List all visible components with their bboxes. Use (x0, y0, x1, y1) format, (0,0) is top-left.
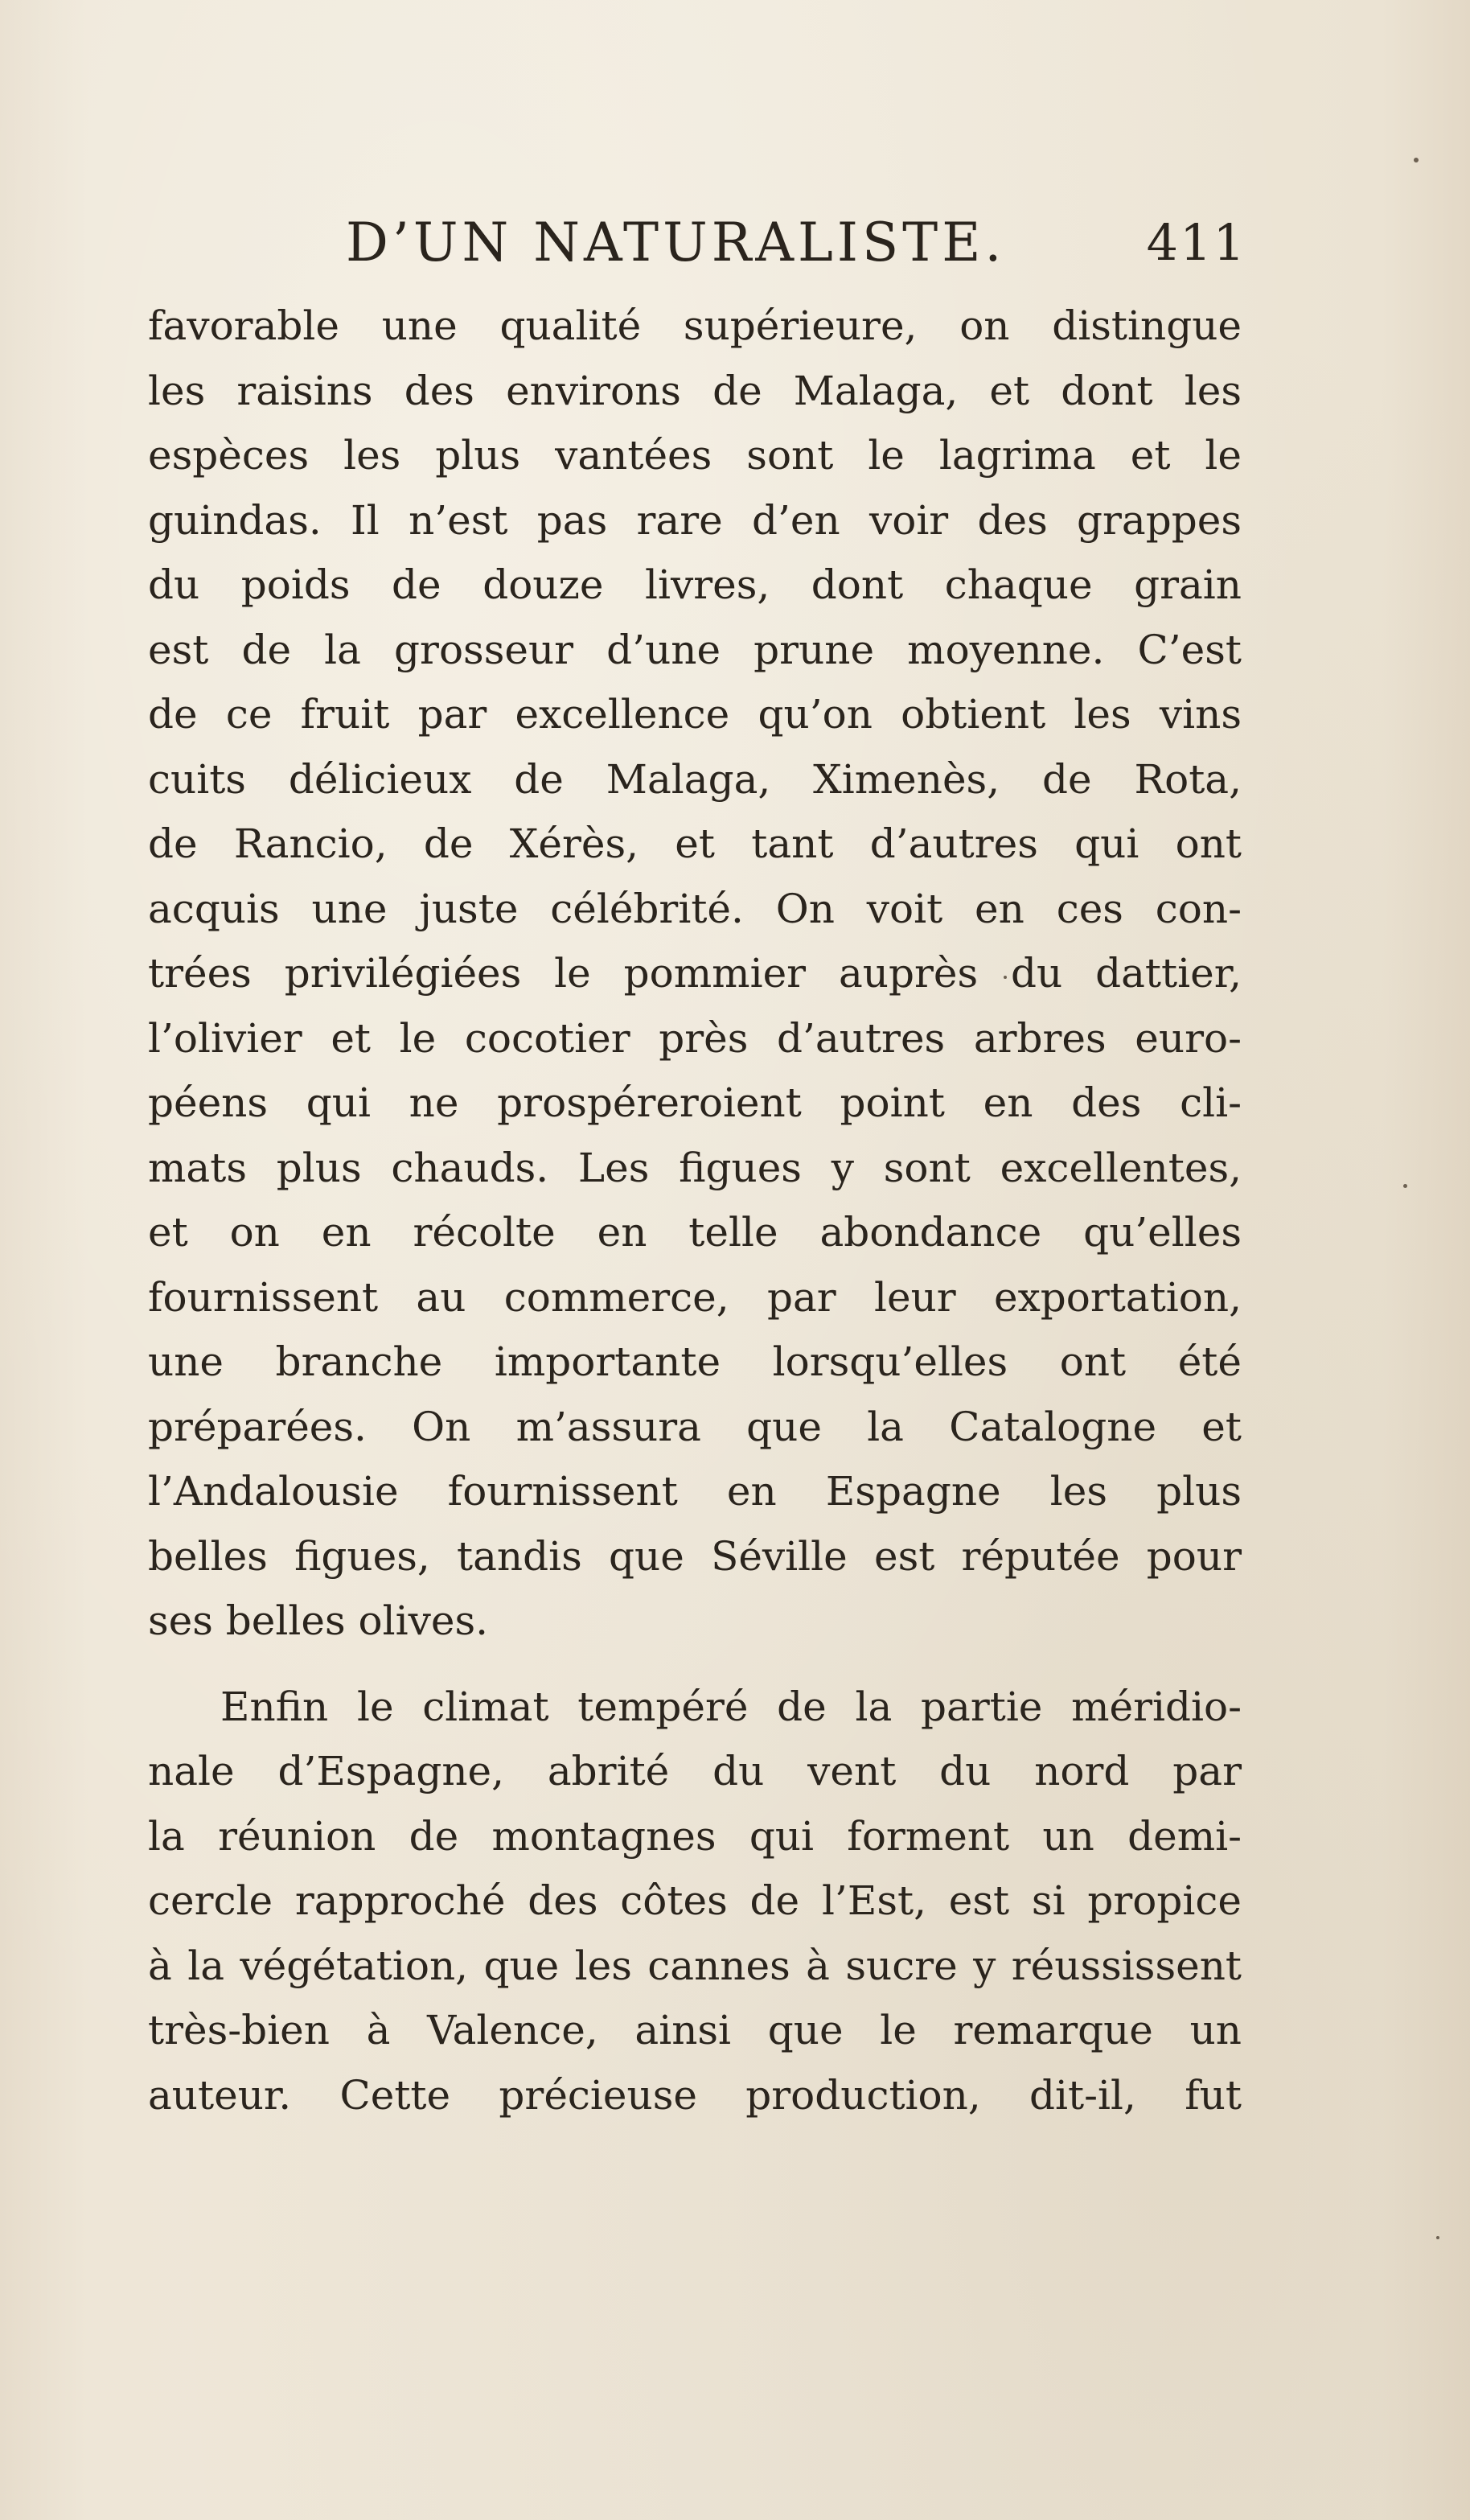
text-line: péens qui ne prospéreroient point en des cli- (148, 1079, 1242, 1126)
text-line: très-bien à Valence, ainsi que le remarque un (148, 2007, 1242, 2053)
text-line: du poids de douze livres, dont chaque grain (148, 561, 1242, 608)
text-line: cercle rapproché des côtes de l’Est, est si propice (148, 1877, 1242, 1924)
text-line: de ce fruit par excellence qu’on obtient les vins (148, 691, 1242, 738)
page-speck (1403, 1184, 1407, 1188)
page-number: 411 (1146, 213, 1246, 272)
text-line: auteur. Cette précieuse production, dit-il, fut (148, 2071, 1242, 2119)
text-line: favorable une qualité supérieure, on distingue (148, 302, 1242, 349)
text-line: l’olivier et le cocotier près d’autres arbres euro- (148, 1014, 1242, 1062)
text-line: fournissent au commerce, par leur exportation, (148, 1273, 1242, 1321)
text-line: à la végétation, que les cannes à sucre y réussissent (148, 1942, 1242, 1989)
text-line: acquis une juste célébrité. On voit en ces con- (148, 885, 1242, 932)
paragraph-1 (148, 294, 1242, 1654)
text-line: la réunion de montagnes qui forment un demi- (148, 1812, 1242, 1860)
text-line: Enfin le climat tempéré de la partie méridio- (220, 1683, 1242, 1730)
paragraph-gap (148, 1654, 1242, 1675)
text-line: de Rancio, de Xérès, et tant d’autres qui ont (148, 820, 1242, 867)
text-line: cuits délicieux de Malaga, Ximenès, de Rota, (148, 755, 1242, 803)
text-line: est de la grosseur d’une prune moyenne. C’est (148, 626, 1242, 673)
page-header (346, 211, 1246, 275)
body-text (148, 294, 1242, 2127)
page-speck (1436, 2236, 1439, 2239)
text-line: guindas. Il n’est pas rare d’en voir des grappes (148, 496, 1242, 544)
paragraph-2 (148, 1675, 1242, 2128)
text-line: nale d’Espagne, abrité du vent du nord par (148, 1748, 1242, 1794)
page-speck (1414, 158, 1419, 162)
running-title: D’UN NATURALISTE. (346, 212, 1006, 273)
text-line: mats plus chauds. Les figues y sont excellentes, (148, 1144, 1242, 1191)
text-line: les raisins des environs de Malaga, et dont les (148, 367, 1242, 414)
text-line: préparées. On m’assura que la Catalogne et (148, 1403, 1242, 1450)
text-line: espèces les plus vantées sont le lagrima et le (148, 432, 1242, 479)
text-line: trées privilégiées le pommier auprès du dattier, (148, 950, 1242, 997)
text-line: l’Andalousie fournissent en Espagne les plus (148, 1468, 1242, 1515)
text-line: ses belles olives. (148, 1597, 488, 1644)
text-line: et on en récolte en telle abondance qu’elles (148, 1209, 1242, 1256)
text-line: une branche importante lorsqu’elles ont été (148, 1338, 1242, 1385)
text-line: belles figues, tandis que Séville est réputée pour (148, 1532, 1242, 1580)
